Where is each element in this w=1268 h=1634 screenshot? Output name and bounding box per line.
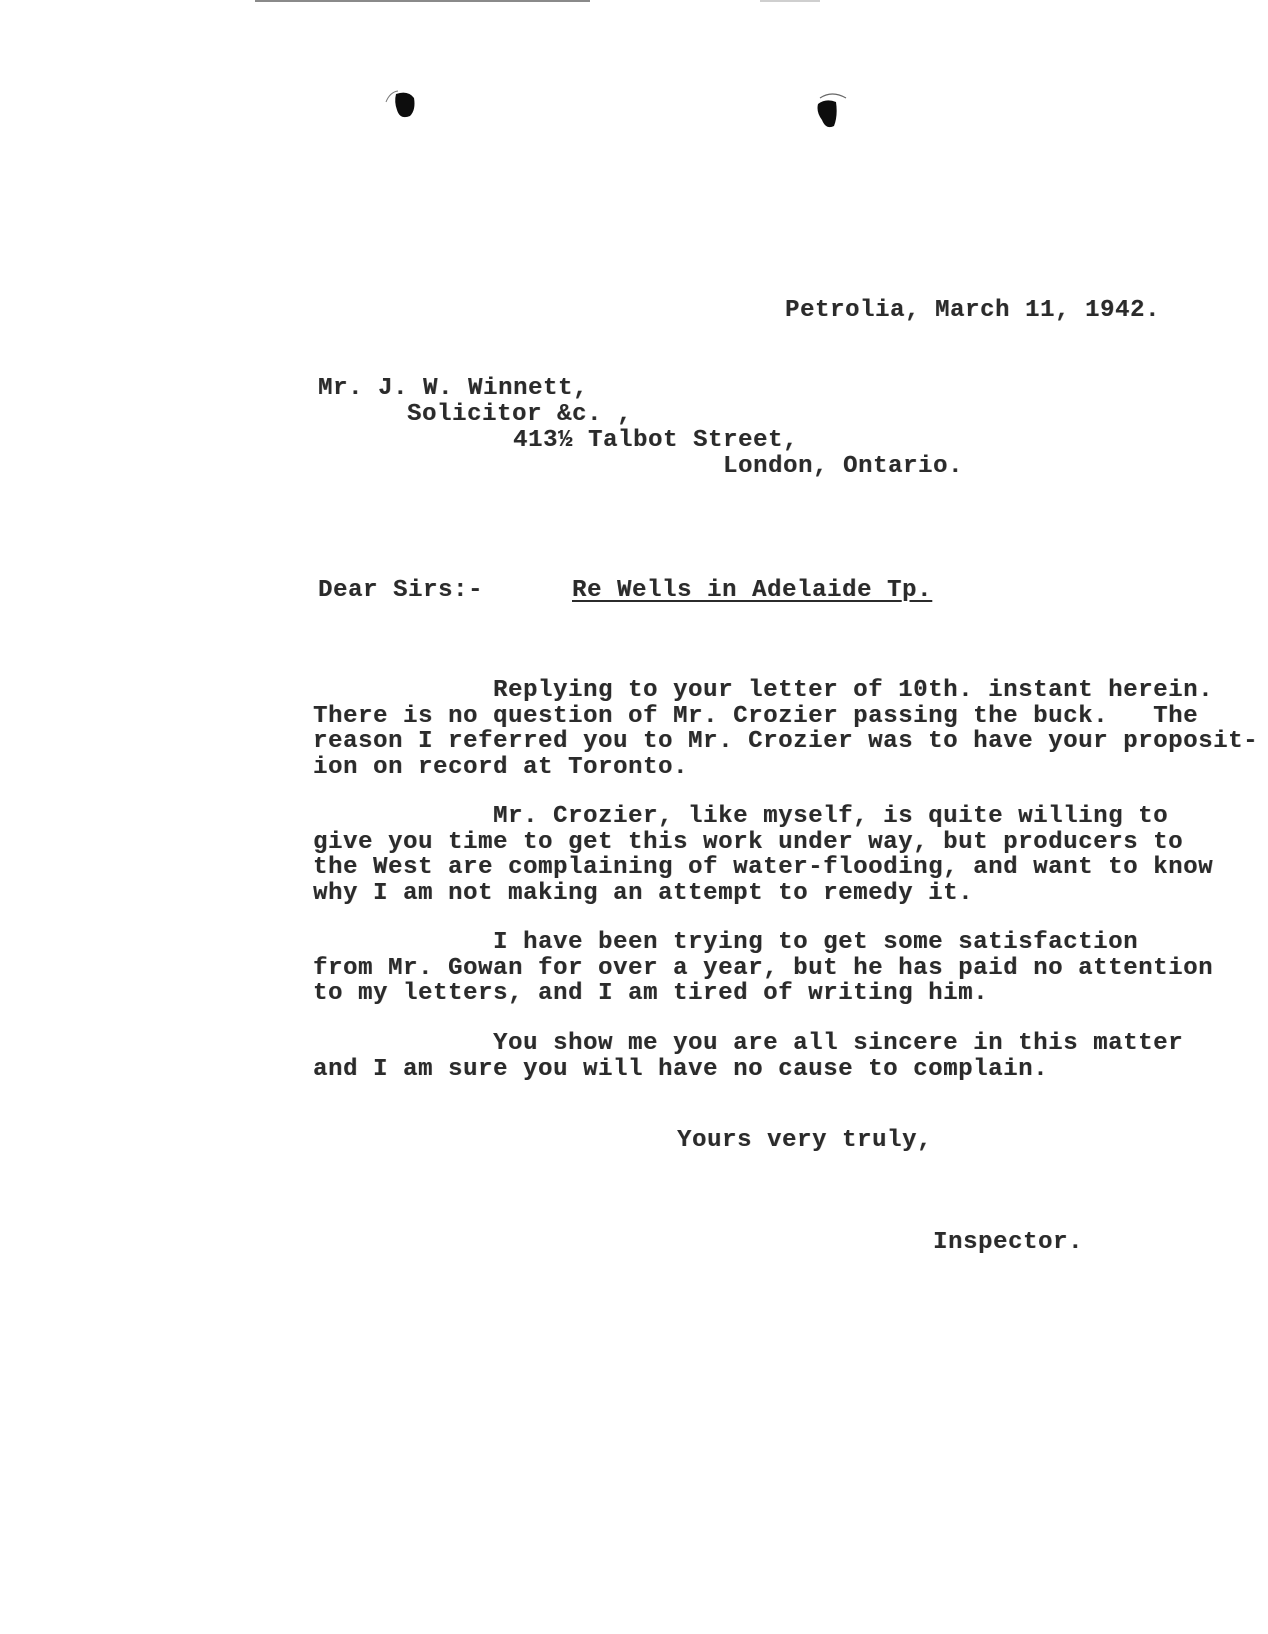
body-line: Replying to your letter of 10th. instant herein. xyxy=(313,677,1214,704)
punch-hole-left xyxy=(384,88,424,122)
body-paragraph-3 xyxy=(313,930,1253,1007)
body-line: ion on record at Toronto. xyxy=(313,753,689,781)
body-line: give you time to get this work under way, but producers to xyxy=(313,828,1184,856)
recipient-name: Mr. J. W. Winnett, xyxy=(318,375,589,402)
subject-line: Re Wells in Adelaide Tp. xyxy=(572,577,933,604)
signature-title: Inspector. xyxy=(933,1229,1084,1256)
body-line: why I am not making an attempt to remedy it. xyxy=(313,879,974,907)
punch-hole-right xyxy=(812,90,856,132)
body-line: and I am sure you will have no cause to complain. xyxy=(313,1055,1049,1083)
recipient-street: 413½ Talbot Street, xyxy=(513,427,799,454)
body-paragraph-1 xyxy=(313,677,1259,781)
top-edge-mark-right xyxy=(760,0,820,2)
body-line: the West are complaining of water-flooding, and want to know xyxy=(313,854,1214,881)
body-line: Mr. Crozier, like myself, is quite willing to xyxy=(313,803,1169,830)
recipient-city: London, Ontario. xyxy=(723,453,964,480)
body-paragraph-4 xyxy=(313,1031,1253,1082)
body-line: from Mr. Gowan for over a year, but he has paid no attention xyxy=(313,954,1214,982)
body-line: You show me you are all sincere in this matter xyxy=(313,1030,1184,1057)
recipient-title: Solicitor &c. , xyxy=(407,401,633,428)
body-paragraph-2 xyxy=(313,804,1253,906)
body-line: reason I referred you to Mr. Crozier was to have your proposit- xyxy=(313,728,1259,755)
letter-date: Petrolia, March 11, 1942. xyxy=(785,297,1161,324)
salutation: Dear Sirs:- xyxy=(318,577,484,604)
body-line: I have been trying to get some satisfaction xyxy=(313,929,1139,956)
body-line: There is no question of Mr. Crozier passing the buck. The xyxy=(313,702,1199,730)
top-edge-mark xyxy=(255,0,590,2)
closing: Yours very truly, xyxy=(677,1127,933,1154)
body-line: to my letters, and I am tired of writing him. xyxy=(313,980,989,1007)
